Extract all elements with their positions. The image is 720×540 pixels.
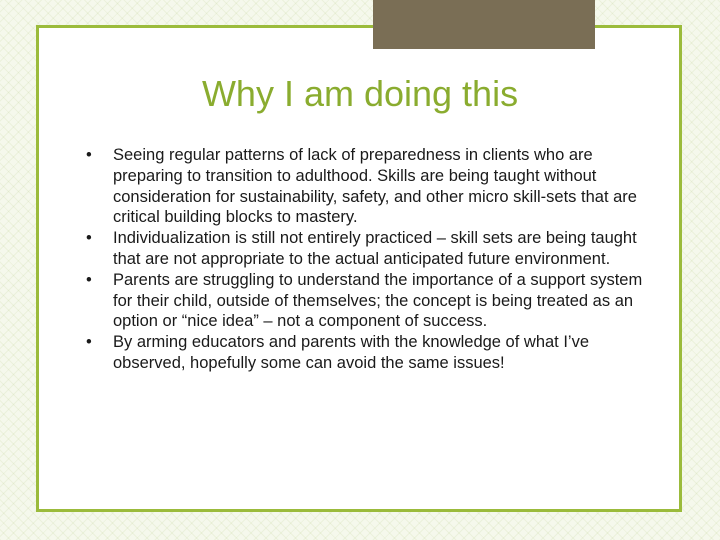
bullet-list bbox=[86, 145, 666, 374]
header-accent-bar bbox=[373, 0, 595, 49]
bullet-item bbox=[86, 270, 666, 332]
bullet-item bbox=[86, 228, 666, 270]
bullet-item bbox=[86, 145, 666, 228]
bullet-text: By arming educators and parents with the knowledge of what I’ve observed, hopefully some can avoid the same issues! bbox=[113, 333, 590, 372]
bullet-marker: • bbox=[86, 333, 92, 352]
bullet-item bbox=[86, 332, 666, 374]
bullet-text: Parents are struggling to understand the importance of a support system for their child, outside of themselves; the concept is being treated as an option or “nice idea” – not a component of success. bbox=[113, 270, 643, 331]
bullet-text: Individualization is still not entirely practiced – skill sets are being taught that are not appropriate to the actual anticipated future environment. bbox=[113, 229, 637, 268]
bullet-marker: • bbox=[86, 229, 92, 248]
bullet-marker: • bbox=[86, 270, 92, 289]
bullet-text: Seeing regular patterns of lack of preparedness in clients who are preparing to transition to adulthood. Skills are being taught without consideration for sustainability, safety, and other micro skill-sets that are critical building blocks to mastery. bbox=[113, 146, 637, 227]
bullet-marker: • bbox=[86, 146, 92, 164]
slide-title: Why I am doing this bbox=[201, 73, 519, 114]
